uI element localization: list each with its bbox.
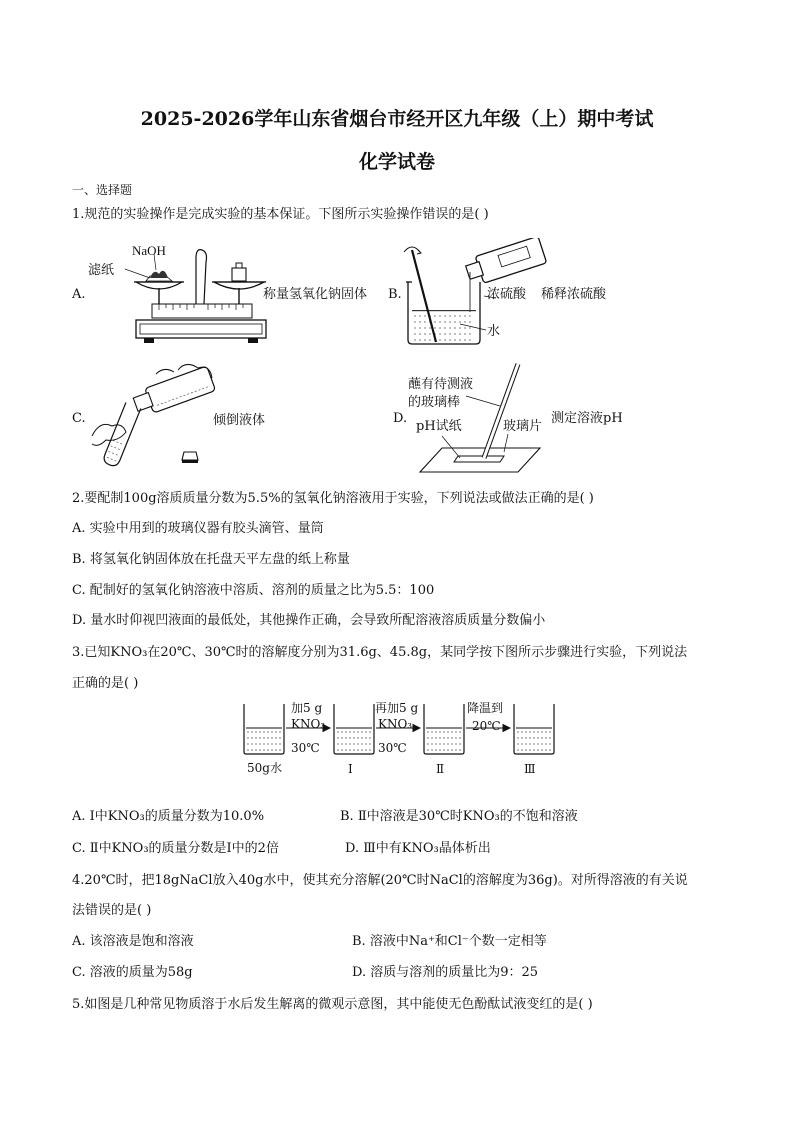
rod-label-line2: 的玻璃棒 [408, 395, 461, 410]
step3-temp: 20℃ [472, 719, 501, 733]
q1-stem: 1.规范的实验操作是完成实验的基本保证。下图所示实验操作错误的是( ) [72, 207, 489, 222]
exam-title: 2025-2026学年山东省烟台市经开区九年级（上）期中考试 [140, 108, 654, 130]
q4-option-c: C. 溶液的质量为58g [72, 965, 193, 980]
q2-option-c: C. 配制好的氢氧化钠溶液中溶质、溶剂的质量之比为5.5：100 [72, 583, 435, 598]
q3-option-c: C. Ⅱ中KNO₃的质量分数是Ⅰ中的2倍 [72, 841, 279, 856]
q4-stem-line2: 法错误的是( ) [72, 903, 152, 918]
q2-option-a: A. 实验中用到的玻璃仪器有胶头滴管、量筒 [72, 521, 324, 536]
q4-option-b: B. 溶液中Na⁺和Cl⁻个数一定相等 [352, 934, 547, 949]
q3-option-a: A. Ⅰ中KNO₃的质量分数为10.0% [72, 809, 265, 824]
q2-option-d: D. 量水时仰视凹液面的最低处，其他操作正确，会导致所配溶液溶质质量分数偏小 [72, 613, 546, 628]
beaker-3-label: Ⅲ [524, 762, 536, 776]
ph-paper-label: pH试纸 [416, 419, 462, 434]
q1-option-a-letter: A. [72, 287, 86, 302]
q1-option-b-caption: 稀释浓硫酸 [541, 287, 607, 302]
q3-option-b: B. Ⅱ中溶液是30℃时KNO₃的不饱和溶液 [340, 809, 578, 824]
q2-stem: 2.要配制100g溶质质量分数为5.5%的氢氧化钠溶液用于实验，下列说法或做法正确的是( ) [72, 491, 594, 506]
step1-add: 加5 g [291, 701, 323, 715]
exam-subtitle: 化学试卷 [358, 151, 435, 173]
section-heading: 一、选择题 [72, 183, 133, 197]
q2-option-b: B. 将氢氧化钠固体放在托盘天平左盘的纸上称量 [72, 552, 350, 567]
q4-option-d: D. 溶质与溶剂的质量比为9：25 [352, 965, 539, 980]
dilution-diagram [400, 238, 560, 348]
q1-option-c-caption: 倾倒液体 [213, 413, 266, 428]
q1-option-a-caption: 称量氢氧化钠固体 [263, 287, 368, 302]
step3-cool: 降温到 [467, 701, 504, 715]
glass-slide-label: 玻璃片 [503, 419, 543, 434]
rod-label-line1: 蘸有待测液 [408, 377, 474, 392]
step2-add: 再加5 g [375, 701, 419, 715]
q1-option-d-letter: D. [393, 411, 408, 426]
beaker-1-label: Ⅰ [348, 762, 353, 776]
q5-stem: 5.如图是几种常见物质溶于水后发生解离的微观示意图，其中能使无色酚酞试液变红的是( ) [72, 997, 593, 1012]
step1-temp: 30℃ [291, 741, 320, 755]
q1-option-c-letter: C. [72, 411, 86, 426]
acid-label: 浓硫酸 [487, 287, 527, 302]
beaker-start-label: 50g水 [247, 761, 282, 775]
step2-solute: KNO₃ [378, 717, 413, 731]
filter-paper-label: 滤纸 [88, 263, 115, 278]
water-label: 水 [487, 324, 501, 339]
q1-option-b-letter: B. [388, 287, 402, 302]
step1-solute: KNO₃ [291, 717, 326, 731]
ph-test-diagram [408, 356, 558, 476]
q3-option-d: D. Ⅲ中有KNO₃晶体析出 [345, 841, 491, 856]
q4-option-a: A. 该溶液是饱和溶液 [72, 934, 194, 949]
beaker-2-label: Ⅱ [436, 762, 445, 776]
q3-stem-line2: 正确的是( ) [72, 676, 139, 691]
q3-stem-line1: 3.已知KNO₃在20℃、30℃时的溶解度分别为31.6g、45.8g，某同学按下图所示步骤进行实验，下列说法 [72, 645, 688, 660]
q1-option-d-caption: 测定溶液pH [551, 411, 623, 426]
pouring-diagram [86, 356, 226, 476]
q4-stem-line1: 4.20℃时，把18gNaCl放入40g水中，使其充分溶解(20℃时NaCl的溶解度为36g)。对所得溶液的有关说 [72, 873, 688, 888]
step2-temp: 30℃ [378, 741, 407, 755]
naoh-label: NaOH [132, 243, 166, 258]
